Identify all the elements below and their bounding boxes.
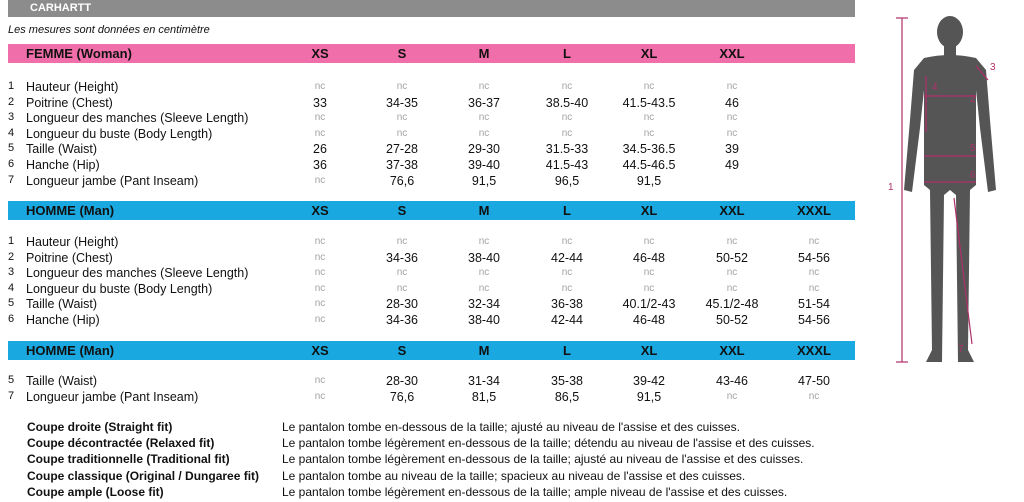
table-cell: 81,5 bbox=[471, 389, 497, 404]
table-row bbox=[8, 374, 855, 390]
row-label: Longueur du buste (Body Length) bbox=[26, 281, 213, 296]
row-number: 6 bbox=[8, 158, 15, 170]
table-cell: nc bbox=[314, 267, 326, 279]
table-cell: 91,5 bbox=[636, 389, 662, 404]
fit-row bbox=[27, 485, 827, 501]
row-number: 6 bbox=[8, 313, 15, 325]
fit-row bbox=[27, 469, 827, 485]
table-cell: nc bbox=[643, 236, 655, 247]
table-cell: 51-54 bbox=[798, 297, 830, 312]
table-cell: nc bbox=[561, 127, 573, 139]
row-number: 5 bbox=[8, 374, 15, 386]
row-number: 1 bbox=[8, 235, 15, 247]
table-cell: nc bbox=[561, 112, 573, 124]
table-row bbox=[8, 174, 855, 190]
fit-name: Coupe décontractée (Relaxed fit) bbox=[27, 436, 215, 451]
fit-name: Coupe traditionnelle (Traditional fit) bbox=[27, 452, 230, 467]
table-cell: nc bbox=[561, 267, 573, 279]
table-cell: nc bbox=[808, 267, 820, 279]
table-row bbox=[8, 158, 855, 174]
units-note: Les mesures sont données en centimètre bbox=[8, 24, 210, 36]
table-cell: 42-44 bbox=[551, 250, 583, 265]
table-cell: 39-42 bbox=[633, 374, 665, 388]
size-header: XL bbox=[640, 343, 658, 358]
table-cell: 43-46 bbox=[716, 374, 748, 388]
table-row bbox=[8, 251, 855, 267]
table-cell: nc bbox=[314, 236, 326, 247]
brand-title: CARHARTT bbox=[30, 2, 92, 14]
table-row bbox=[8, 142, 855, 158]
fit-row bbox=[27, 420, 827, 436]
table-row bbox=[8, 96, 855, 112]
row-label: Taille (Waist) bbox=[26, 297, 98, 312]
row-number: 3 bbox=[8, 111, 15, 124]
table-cell: 38-40 bbox=[468, 250, 500, 265]
table-cell: 36-38 bbox=[551, 297, 583, 312]
table-cell: 42-44 bbox=[551, 313, 583, 327]
table-cell: 44.5-46.5 bbox=[622, 158, 676, 172]
row-label: Taille (Waist) bbox=[26, 142, 98, 157]
table-row bbox=[8, 235, 855, 251]
table-cell: nc bbox=[478, 81, 490, 92]
table-row bbox=[8, 127, 855, 143]
row-number: 5 bbox=[8, 142, 15, 155]
label-1: 1 bbox=[888, 182, 894, 193]
table-cell: nc bbox=[726, 127, 738, 139]
table-cell: 39-40 bbox=[468, 158, 500, 172]
table-row bbox=[8, 111, 855, 127]
row-number: 5 bbox=[8, 297, 15, 310]
fit-description: Le pantalon tombe légèrement en-dessous de la taille; ajusté au niveau de l'assise et des cuisses. bbox=[282, 452, 804, 467]
size-header: S bbox=[397, 343, 407, 358]
table-cell: nc bbox=[478, 112, 490, 124]
size-header: S bbox=[397, 203, 407, 218]
section-title: FEMME (Woman) bbox=[26, 46, 132, 61]
table-cell: nc bbox=[314, 174, 326, 186]
table-cell: nc bbox=[314, 314, 326, 325]
fit-name: Coupe ample (Loose fit) bbox=[27, 484, 164, 499]
table-cell: nc bbox=[314, 298, 326, 310]
fit-description: Le pantalon tombe légèrement en-dessous de la taille; détendu au niveau de l'assise et des cuisses. bbox=[282, 436, 815, 451]
brand-bar bbox=[8, 0, 855, 17]
row-number: 3 bbox=[8, 266, 15, 279]
table-cell: 50-52 bbox=[716, 313, 748, 327]
table-row bbox=[8, 313, 855, 329]
row-number: 7 bbox=[8, 173, 15, 186]
fit-description: Le pantalon tombe légèrement en-dessous de la taille; ample niveau de l'assise et des cuisses. bbox=[282, 484, 788, 499]
table-cell: 40.1/2-43 bbox=[622, 297, 676, 312]
table-cell: 37-38 bbox=[386, 158, 418, 172]
table-cell: 86,5 bbox=[554, 389, 580, 404]
size-header: XXL bbox=[719, 343, 745, 358]
size-header: M bbox=[478, 46, 490, 61]
section-header-femme bbox=[8, 44, 855, 63]
fit-name: Coupe classique (Original / Dungaree fit) bbox=[27, 468, 260, 483]
size-header: XL bbox=[640, 46, 658, 61]
label-5: 5 bbox=[970, 143, 976, 154]
row-label: Hanche (Hip) bbox=[26, 313, 100, 327]
row-label: Hanche (Hip) bbox=[26, 158, 100, 172]
section-header-homme2 bbox=[8, 341, 855, 360]
table-cell: 46-48 bbox=[633, 250, 665, 265]
table-cell: nc bbox=[478, 236, 490, 247]
table-cell: 34-36 bbox=[386, 313, 418, 327]
table-cell: nc bbox=[396, 127, 408, 139]
fit-row bbox=[27, 436, 827, 452]
row-label: Poitrine (Chest) bbox=[26, 95, 113, 110]
table-cell: 47-50 bbox=[798, 374, 830, 388]
table-cell: 54-56 bbox=[798, 313, 830, 327]
table-cell: nc bbox=[726, 390, 738, 402]
table-cell: nc bbox=[726, 81, 738, 92]
size-header: L bbox=[563, 46, 571, 61]
size-header: S bbox=[397, 46, 407, 61]
row-label: Longueur jambe (Pant Inseam) bbox=[26, 173, 199, 188]
table-cell: 50-52 bbox=[716, 250, 748, 265]
table-cell: nc bbox=[478, 127, 490, 139]
section-title: HOMME (Man) bbox=[26, 203, 115, 218]
table-cell: nc bbox=[314, 390, 326, 402]
size-header: XS bbox=[311, 343, 329, 358]
size-header: XXXL bbox=[797, 203, 831, 218]
table-cell: nc bbox=[726, 267, 738, 279]
row-label: Longueur des manches (Sleeve Length) bbox=[26, 266, 249, 281]
table-cell: nc bbox=[396, 81, 408, 92]
table-cell: nc bbox=[643, 127, 655, 139]
table-cell: 33 bbox=[313, 95, 327, 110]
table-cell: nc bbox=[314, 282, 326, 294]
size-header: XXXL bbox=[797, 343, 831, 358]
table-cell: nc bbox=[808, 282, 820, 294]
table-cell: 26 bbox=[313, 142, 327, 157]
table-cell: 91,5 bbox=[471, 173, 497, 188]
size-header: XXL bbox=[719, 46, 745, 61]
table-cell: nc bbox=[314, 112, 326, 124]
fit-description: Le pantalon tombe en-dessous de la taille; ajusté au niveau de l'assise et des cuisses. bbox=[282, 420, 740, 434]
table-cell: 76,6 bbox=[389, 389, 415, 404]
fit-description: Le pantalon tombe au niveau de la taille; spacieux au niveau de l'assise et des cuisses. bbox=[282, 468, 746, 483]
table-cell: 27-28 bbox=[386, 142, 418, 157]
row-label: Poitrine (Chest) bbox=[26, 250, 113, 265]
table-cell: 46 bbox=[725, 95, 739, 110]
table-cell: nc bbox=[478, 282, 490, 294]
table-cell: nc bbox=[314, 127, 326, 139]
table-cell: 34-36 bbox=[386, 250, 418, 265]
table-cell: nc bbox=[808, 390, 820, 402]
table-cell: 36-37 bbox=[468, 95, 500, 110]
row-number: 4 bbox=[8, 126, 15, 139]
table-cell: 35-38 bbox=[551, 374, 583, 388]
row-number: 4 bbox=[8, 281, 15, 294]
label-2: 2 bbox=[970, 94, 976, 105]
fit-row bbox=[27, 452, 827, 468]
table-cell: nc bbox=[561, 81, 573, 92]
table-cell: nc bbox=[314, 251, 326, 263]
table-cell: 76,6 bbox=[389, 173, 415, 188]
label-7: 7 bbox=[958, 344, 964, 355]
table-cell: 38-40 bbox=[468, 313, 500, 327]
table-cell: 96,5 bbox=[554, 173, 580, 188]
size-header: XS bbox=[311, 46, 329, 61]
table-row bbox=[8, 266, 855, 282]
table-cell: 28-30 bbox=[386, 374, 418, 388]
table-cell: nc bbox=[643, 81, 655, 92]
table-cell: nc bbox=[314, 375, 326, 386]
table-cell: 29-30 bbox=[468, 142, 500, 157]
table-row bbox=[8, 80, 855, 96]
table-row bbox=[8, 297, 855, 313]
table-cell: nc bbox=[726, 112, 738, 124]
table-cell: 45.1/2-48 bbox=[705, 297, 759, 312]
label-6: 6 bbox=[970, 170, 976, 181]
table-cell: nc bbox=[643, 282, 655, 294]
size-header: XXL bbox=[719, 203, 745, 218]
label-4: 4 bbox=[932, 82, 938, 93]
table-cell: 54-56 bbox=[798, 250, 830, 265]
row-label: Hauteur (Height) bbox=[26, 235, 119, 249]
table-cell: 32-34 bbox=[468, 297, 500, 312]
table-cell: 41.5-43.5 bbox=[622, 95, 676, 110]
table-cell: nc bbox=[643, 112, 655, 124]
table-cell: nc bbox=[726, 282, 738, 294]
row-label: Hauteur (Height) bbox=[26, 80, 119, 94]
size-header: XS bbox=[311, 203, 329, 218]
table-cell: 91,5 bbox=[636, 173, 662, 188]
table-cell: nc bbox=[561, 282, 573, 294]
row-number: 1 bbox=[8, 80, 15, 92]
table-cell: nc bbox=[561, 236, 573, 247]
row-number: 2 bbox=[8, 250, 15, 263]
size-header: M bbox=[478, 203, 490, 218]
fit-name: Coupe droite (Straight fit) bbox=[27, 420, 173, 434]
table-cell: 36 bbox=[313, 158, 327, 172]
silhouette bbox=[904, 16, 996, 362]
table-cell: nc bbox=[643, 267, 655, 279]
row-number: 7 bbox=[8, 389, 15, 402]
table-cell: nc bbox=[314, 81, 326, 92]
row-number: 2 bbox=[8, 95, 15, 108]
size-header: L bbox=[563, 343, 571, 358]
row-label: Longueur des manches (Sleeve Length) bbox=[26, 111, 249, 126]
row-label: Longueur du buste (Body Length) bbox=[26, 126, 213, 141]
table-cell: nc bbox=[396, 282, 408, 294]
row-label: Longueur jambe (Pant Inseam) bbox=[26, 389, 199, 404]
section-header-homme1 bbox=[8, 201, 855, 220]
body-measurement-figure bbox=[880, 10, 1020, 370]
table-cell: nc bbox=[396, 236, 408, 247]
table-cell: 31.5-33 bbox=[545, 142, 589, 157]
table-cell: 31-34 bbox=[468, 374, 500, 388]
table-cell: nc bbox=[808, 236, 820, 247]
section-title: HOMME (Man) bbox=[26, 343, 115, 358]
table-cell: nc bbox=[396, 112, 408, 124]
row-label: Taille (Waist) bbox=[26, 374, 98, 388]
table-row bbox=[8, 390, 855, 406]
table-cell: 46-48 bbox=[633, 313, 665, 327]
label-3: 3 bbox=[990, 62, 996, 73]
table-cell: 34-35 bbox=[386, 95, 418, 110]
table-row bbox=[8, 282, 855, 298]
size-header: M bbox=[478, 343, 490, 358]
table-cell: 34.5-36.5 bbox=[622, 142, 676, 157]
table-cell: 39 bbox=[725, 142, 739, 157]
size-header: XL bbox=[640, 203, 658, 218]
table-cell: nc bbox=[478, 267, 490, 279]
table-cell: 28-30 bbox=[386, 297, 418, 312]
size-header: L bbox=[563, 203, 571, 218]
table-cell: 49 bbox=[725, 158, 739, 172]
table-cell: nc bbox=[396, 267, 408, 279]
table-cell: nc bbox=[726, 236, 738, 247]
table-cell: 41.5-43 bbox=[545, 158, 589, 172]
table-cell: 38.5-40 bbox=[545, 95, 589, 110]
